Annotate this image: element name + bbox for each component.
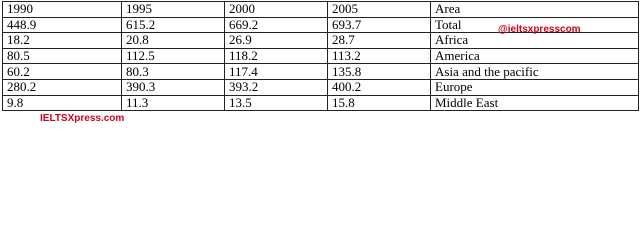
table-cell: 113.2 xyxy=(328,48,431,64)
table-row xyxy=(3,33,639,49)
watermark-handle: @ieltsxpresscom xyxy=(498,24,581,35)
header-cell: 2005 xyxy=(328,2,431,18)
table-cell: 60.2 xyxy=(3,64,122,80)
header-cell: Area xyxy=(431,2,639,18)
data-table-container xyxy=(2,1,638,127)
table-header-row xyxy=(3,2,639,18)
table-cell: 400.2 xyxy=(328,79,431,95)
table-cell: Africa xyxy=(431,33,639,49)
table-cell: 26.9 xyxy=(225,33,328,49)
table-cell: 669.2 xyxy=(225,17,328,33)
header-cell: 1995 xyxy=(122,2,225,18)
data-table xyxy=(2,1,639,111)
table-cell: 9.8 xyxy=(3,95,122,111)
table-cell: 28.7 xyxy=(328,33,431,49)
table-cell: 693.7 xyxy=(328,17,431,33)
table-cell: 18.2 xyxy=(3,33,122,49)
table-cell: America xyxy=(431,48,639,64)
table-cell: 393.2 xyxy=(225,79,328,95)
table-cell: 11.3 xyxy=(122,95,225,111)
table-cell: 390.3 xyxy=(122,79,225,95)
table-cell: 112.5 xyxy=(122,48,225,64)
table-cell: Europe xyxy=(431,79,639,95)
table-cell: 20.8 xyxy=(122,33,225,49)
watermark-site: IELTSXpress.com xyxy=(40,113,125,124)
table-row xyxy=(3,64,639,80)
table-cell: 118.2 xyxy=(225,48,328,64)
table-cell: Total xyxy=(431,17,639,33)
table-cell: Asia and the pacific xyxy=(431,64,639,80)
table-cell: 280.2 xyxy=(3,79,122,95)
header-cell: 1990 xyxy=(3,2,122,18)
table-cell: 80.5 xyxy=(3,48,122,64)
table-cell: 13.5 xyxy=(225,95,328,111)
table-row xyxy=(3,95,639,111)
table-cell: Middle East xyxy=(431,95,639,111)
header-cell: 2000 xyxy=(225,2,328,18)
table-row xyxy=(3,48,639,64)
table-row xyxy=(3,79,639,95)
table-cell: 80.3 xyxy=(122,64,225,80)
table-cell: 135.8 xyxy=(328,64,431,80)
table-cell: 615.2 xyxy=(122,17,225,33)
table-cell: 117.4 xyxy=(225,64,328,80)
table-cell: 448.9 xyxy=(3,17,122,33)
table-cell: 15.8 xyxy=(328,95,431,111)
